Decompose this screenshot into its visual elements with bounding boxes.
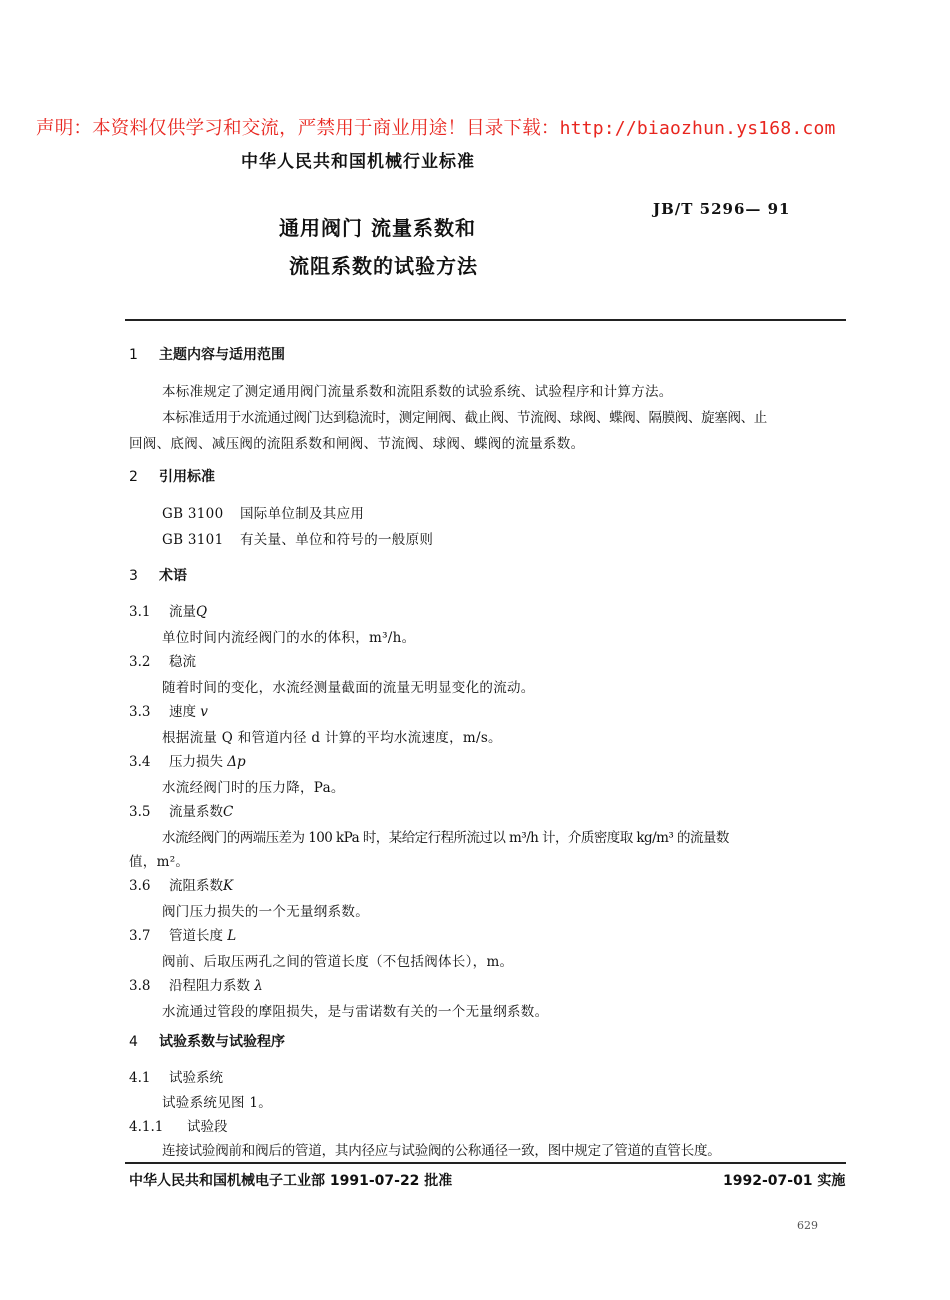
term-description: 水流经阀门时的压力降，Pa。 (162, 780, 345, 796)
term-name: 压力损失 (169, 754, 223, 770)
paragraph: 试验系统见图 1。 (162, 1095, 273, 1111)
term-number: 3.7 (129, 928, 151, 944)
section-number: 2 (129, 469, 138, 485)
term-heading (129, 800, 233, 820)
term-number: 3.1 (129, 604, 151, 620)
term-name: 稳流 (169, 654, 196, 670)
section-heading-4 (129, 1031, 285, 1051)
term-symbol: K (223, 878, 234, 894)
term-description: 单位时间内流经阀门的水的体积，m³/h。 (162, 630, 416, 646)
term-symbol: λ (254, 978, 263, 994)
term-name: 速度 (169, 704, 196, 720)
term-heading (129, 750, 246, 770)
term-heading (129, 600, 207, 620)
subsection-title: 试验系统 (169, 1070, 223, 1086)
subsection-heading (129, 1115, 228, 1135)
term-description: 阀前、后取压两孔之间的管道长度（不包括阀体长），m。 (162, 954, 514, 970)
subsection-number: 4.1 (129, 1070, 151, 1086)
term-name: 流量 (169, 604, 196, 620)
term-name: 流量系数 (169, 804, 223, 820)
section-title: 术语 (159, 568, 187, 584)
term-symbol: Δp (227, 754, 246, 770)
section-heading-2 (129, 466, 215, 486)
header-divider (125, 319, 846, 321)
standard-organization: 中华人民共和国机械行业标准 (241, 152, 475, 172)
approval-line: 中华人民共和国机械电子工业部 1991-07-22 批准 (129, 1173, 453, 1189)
term-name: 沿程阻力系数 (169, 978, 250, 994)
term-description: 水流经阀门的两端压差为 100 kPa 时，某给定行程所流过以 m³/h 计，介质密度取 kg/m³ 的流量数 (162, 830, 729, 846)
paragraph: 本标准适用于水流通过阀门达到稳流时，测定闸阀、截止阀、节流阀、球阀、蝶阀、隔膜阀、旋塞阀、止 (162, 410, 767, 426)
section-number: 4 (129, 1034, 138, 1050)
term-description: 水流通过管段的摩阻损失，是与雷诺数有关的一个无量纲系数。 (162, 1004, 549, 1020)
term-heading (129, 924, 236, 944)
subsection-heading (129, 1066, 223, 1086)
standard-code: JB/T 5296— 91 (653, 200, 791, 218)
term-name: 流阻系数 (169, 878, 223, 894)
reference-name: 国际单位制及其应用 (240, 506, 365, 522)
term-number: 3.5 (129, 804, 151, 820)
section-number: 1 (129, 347, 138, 363)
section-heading-1 (129, 344, 285, 364)
disclaimer-notice (36, 114, 836, 140)
term-name: 管道长度 (169, 928, 223, 944)
paragraph: 连接试验阀前和阀后的管道，其内径应与试验阀的公称通径一致，图中规定了管道的直管长度。 (162, 1143, 721, 1159)
term-description: 根据流量 Q 和管道内径 d 计算的平均水流速度，m/s。 (162, 730, 502, 746)
section-title: 引用标准 (159, 469, 215, 485)
disclaimer-text: 声明：本资料仅供学习和交流，严禁用于商业用途！目录下载： (36, 118, 560, 139)
term-description: 随着时间的变化，水流经测量截面的流量无明显变化的流动。 (162, 680, 535, 696)
section-number: 3 (129, 568, 138, 584)
term-symbol: L (227, 928, 237, 944)
reference-name: 有关量、单位和符号的一般原则 (240, 532, 434, 548)
subsection-title: 试验段 (187, 1119, 228, 1135)
term-symbol: C (223, 804, 234, 820)
term-number: 3.4 (129, 754, 151, 770)
section-heading-3 (129, 565, 187, 585)
effective-date: 1992-07-01 实施 (723, 1173, 846, 1189)
term-number: 3.6 (129, 878, 151, 894)
section-title: 主题内容与适用范围 (159, 347, 285, 363)
section-title: 试验系数与试验程序 (159, 1034, 285, 1050)
term-number: 3.2 (129, 654, 151, 670)
reference-item (162, 528, 433, 548)
document-title-line1: 通用阀门 流量系数和 (279, 216, 476, 240)
subsection-number: 4.1.1 (129, 1119, 164, 1135)
term-heading (129, 974, 263, 994)
reference-code: GB 3101 (162, 532, 224, 548)
paragraph: 本标准规定了测定通用阀门流量系数和流阻系数的试验系统、试验程序和计算方法。 (162, 384, 673, 400)
term-heading (129, 650, 196, 670)
reference-item (162, 502, 364, 522)
term-description-cont: 值，m²。 (129, 854, 190, 870)
reference-code: GB 3100 (162, 506, 224, 522)
paragraph: 回阀、底阀、减压阀的流阻系数和闸阀、节流阀、球阀、蝶阀的流量系数。 (129, 436, 585, 452)
footer-divider (125, 1162, 846, 1164)
term-heading (129, 874, 233, 894)
term-number: 3.3 (129, 704, 151, 720)
term-symbol: Q (196, 604, 208, 620)
download-link[interactable]: http://biaozhun.ys168.com (559, 118, 836, 139)
term-heading (129, 700, 208, 720)
document-title-line2: 流阻系数的试验方法 (289, 254, 478, 278)
term-number: 3.8 (129, 978, 151, 994)
term-description: 阀门压力损失的一个无量纲系数。 (162, 904, 369, 920)
term-symbol: v (200, 704, 208, 720)
page-number: 629 (797, 1219, 818, 1232)
